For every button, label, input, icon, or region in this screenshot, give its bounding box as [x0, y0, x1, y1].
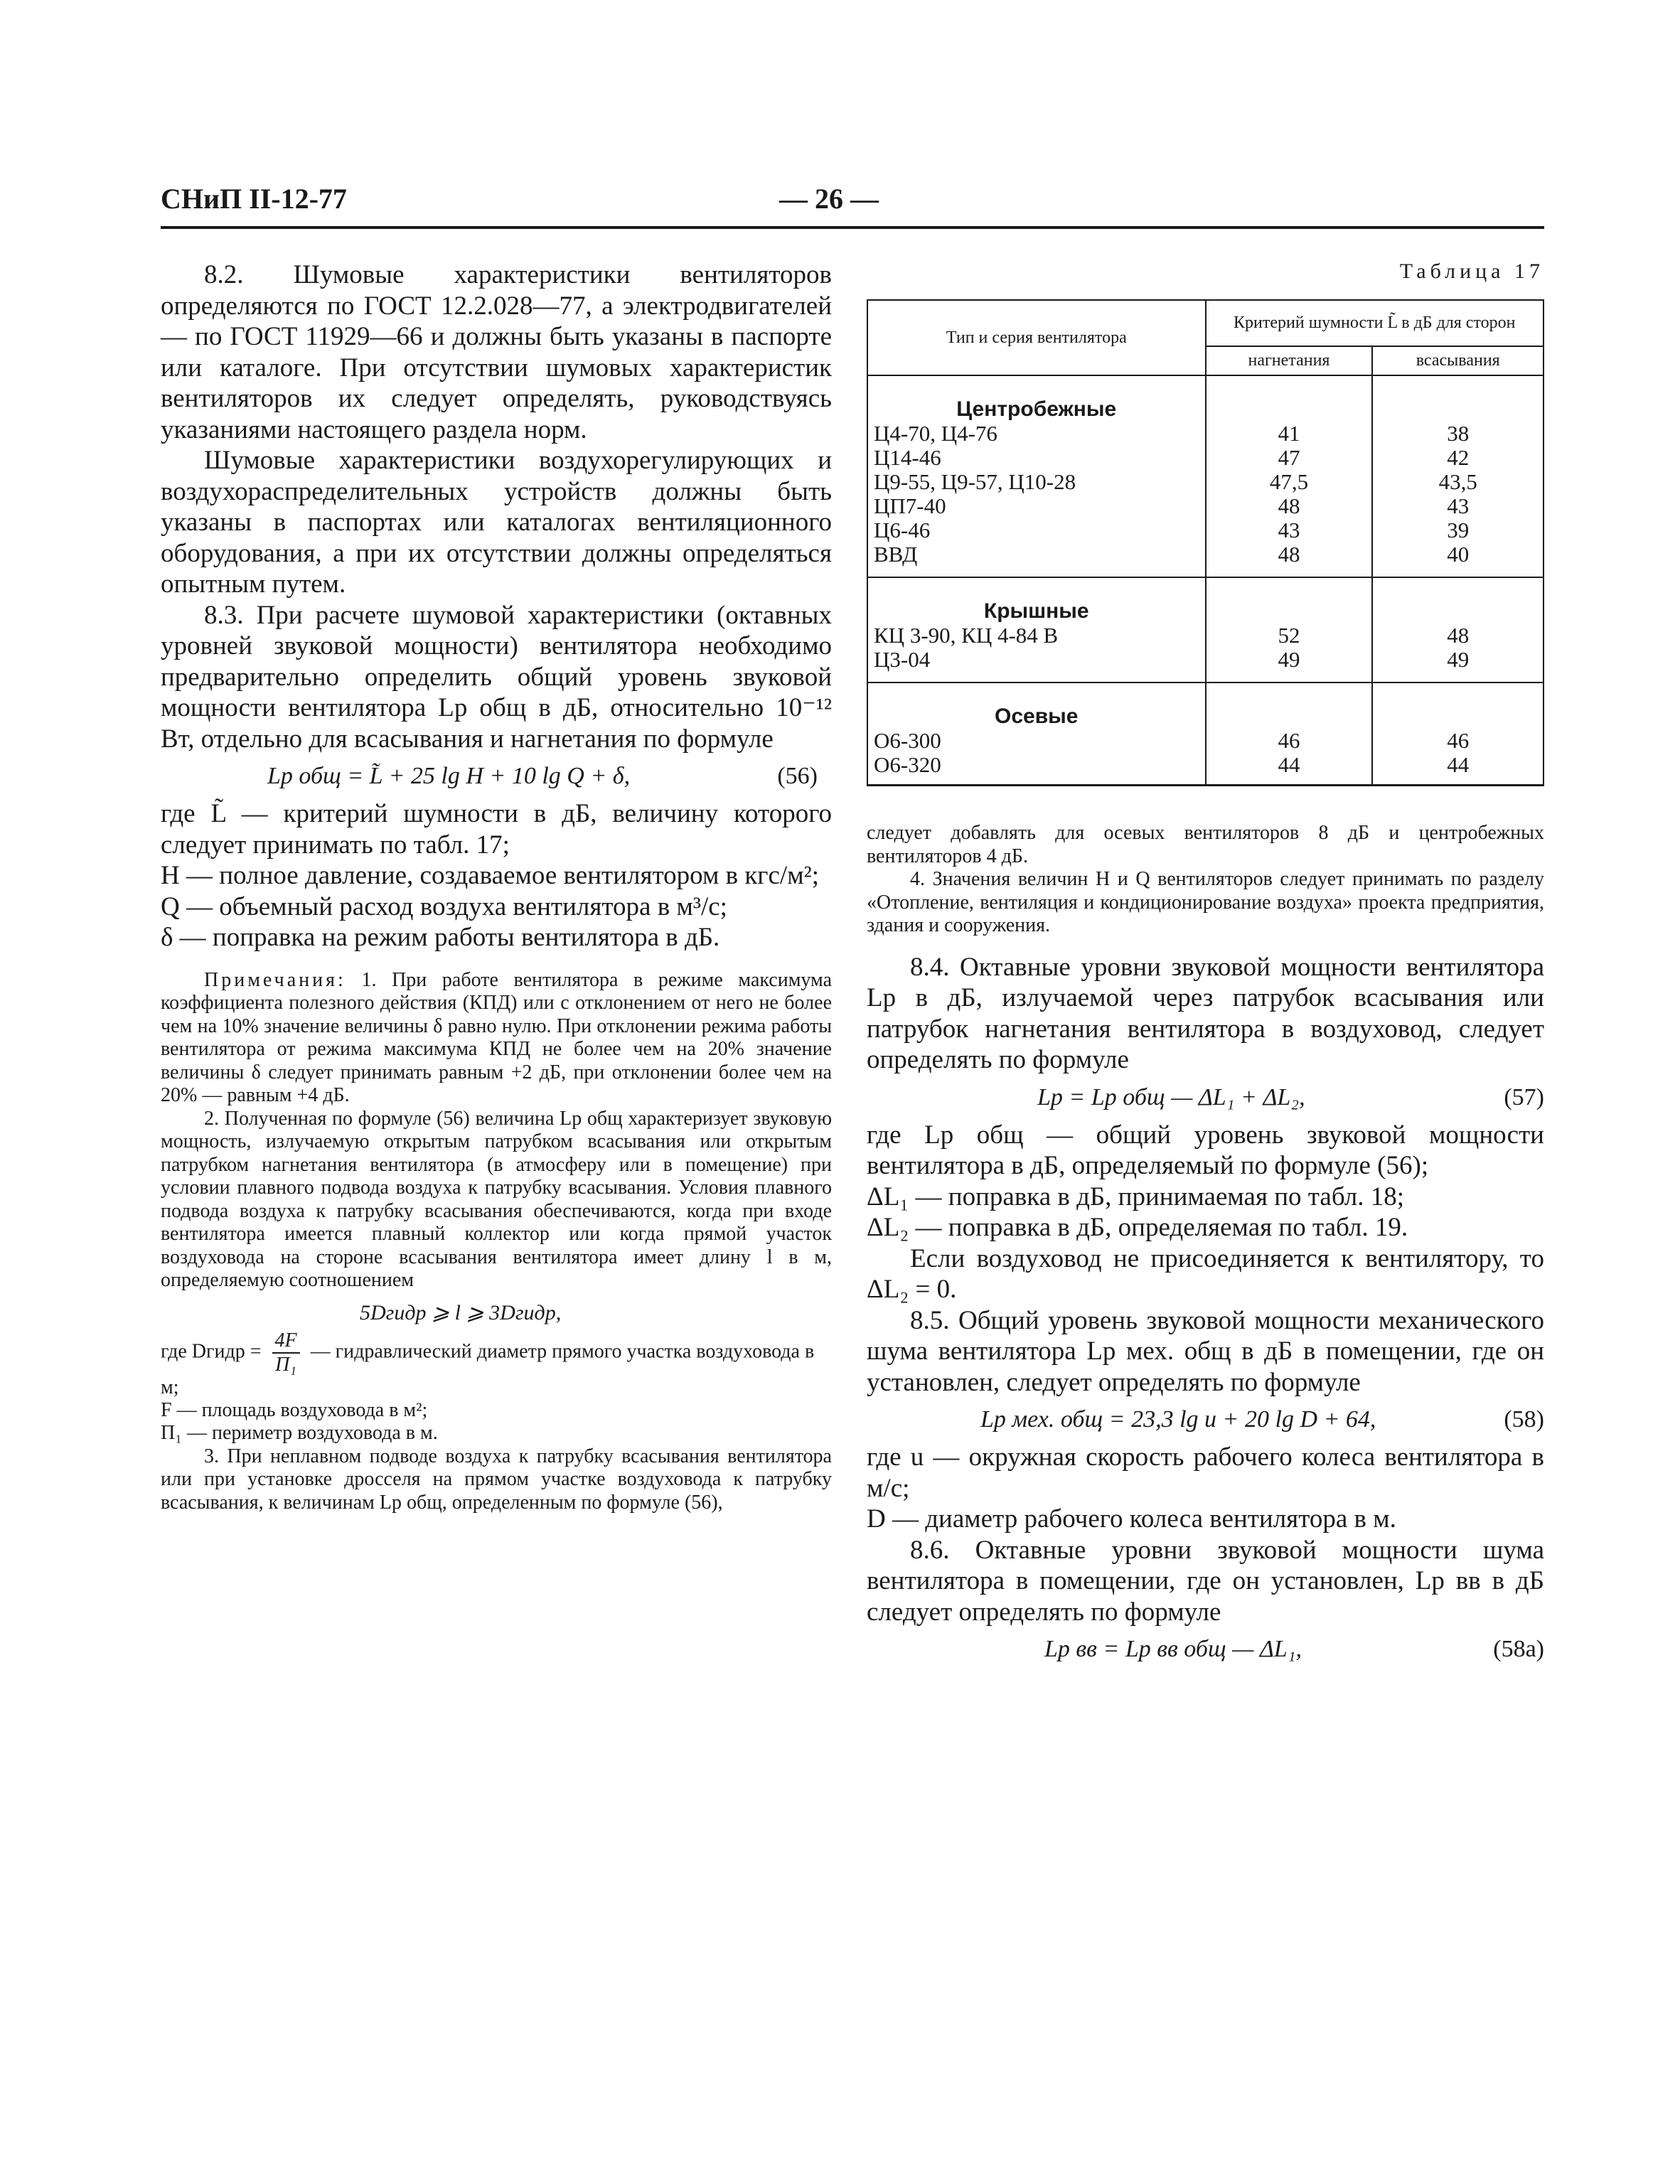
col-header-suction: всасывания	[1372, 346, 1543, 375]
table-17-caption: Таблица 17	[1399, 259, 1544, 283]
note-2-formula	[161, 1297, 832, 1329]
formula-58a-number: (58а)	[1493, 1636, 1544, 1662]
note-2-inequality: 5Dгидр ⩾ l ⩾ 3Dгидр,	[360, 1300, 562, 1324]
table-cell-suction: 46	[1372, 729, 1543, 753]
table-group-discharge-spacer	[1206, 682, 1373, 729]
formula-56-expr: Lр общ = L̃ + 25 lg H + 10 lg Q + δ,	[267, 763, 631, 789]
table-cell-type: КЦ 3-90, КЦ 4-84 В	[867, 623, 1206, 648]
table-cell-type: О6-320	[867, 753, 1206, 786]
section-8-5: 8.5. Общий уровень звуковой мощности механического шума вентилятора Lр мех. общ в дБ в помещении, где он установлен, следует определять по формуле	[867, 1305, 1544, 1397]
col-header-criterion: Критерий шумности L̃ в дБ для сторон	[1206, 300, 1544, 346]
table-cell-discharge: 44	[1206, 753, 1373, 786]
notes-title: Примечания:	[204, 968, 346, 991]
table-cell-discharge: 43	[1206, 518, 1373, 542]
table-row	[867, 753, 1543, 786]
table-cell-suction: 44	[1372, 753, 1543, 786]
table-cell-suction: 38	[1372, 422, 1543, 446]
section-8-2-para-1: 8.2. Шумовые характеристики вентиляторов определяются по ГОСТ 12.2.028—77, а электродвигателей — по ГОСТ 11929—66 и должны быть указаны в паспорте или каталоге. При отсутствии шумовых характеристик вентиляторов их следует определять, руководствуясь указаниями настоящего раздела норм.	[161, 260, 832, 444]
table-cell-type: ЦП7-40	[867, 494, 1206, 518]
table-17-body	[867, 375, 1543, 786]
table-row	[867, 729, 1543, 753]
note-1	[161, 969, 832, 1108]
formula-58-expr: Lр мех. общ = 23,3 lg u + 20 lg D + 64,	[980, 1406, 1376, 1433]
right-column	[867, 259, 1544, 1671]
dgidr-lead: где Dгидр =	[161, 1339, 262, 1362]
section-8-6: 8.6. Октавные уровни звуковой мощности шума вентилятора в помещении, где он установлен, Lр вв в дБ следует определять по формуле	[867, 1535, 1544, 1627]
section-8-3-para-1: 8.3. При расчете шумовой характеристики (октавных уровней звуковой мощности) вентилятора необходимо предварительно определить общий уровень звуковой мощности вентилятора Lр общ в дБ, относительно 10⁻¹² Вт, отдельно для всасывания и нагнетания по формуле	[161, 600, 832, 754]
hydraulic-diameter-definition	[161, 1329, 832, 1399]
table-cell-discharge: 46	[1206, 729, 1373, 753]
table-group-suction-spacer	[1372, 375, 1543, 422]
table-row	[867, 494, 1543, 518]
table-row	[867, 623, 1543, 648]
note-1-text: 1. При работе вентилятора в режиме максимума коэффициента полезного действия (КПД) или с отклонением от него не более чем на 10% значение величины δ равно нулю. При отклонении режима работы вентилятора от режима максимума КПД не более чем на 20% значение величины δ следует принимать равным +2 дБ, при отклонении более чем на 20% — равным +4 дБ.	[161, 968, 832, 1106]
formula-58-number: (58)	[1504, 1406, 1544, 1433]
table-group-discharge-spacer	[1206, 577, 1373, 623]
col-header-type: Тип и серия вентилятора	[867, 300, 1206, 375]
formula-58a	[867, 1633, 1544, 1666]
dgidr-denominator: П₁	[275, 1353, 297, 1376]
document-code: СНиП II-12-77	[161, 183, 347, 215]
formula-57-expr: Lр = Lр общ — ΔL₁ + ΔL₂,	[1037, 1083, 1305, 1110]
table-row	[867, 446, 1543, 470]
table-group-suction-spacer	[1372, 682, 1543, 729]
table-cell-type: Ц14-46	[867, 446, 1206, 470]
table-group-suction-spacer	[1372, 577, 1543, 623]
running-header	[161, 182, 1544, 225]
table-cell-discharge: 41	[1206, 422, 1373, 446]
note-4: 4. Значения величин H и Q вентиляторов следует принимать по разделу «Отопление, вентиляция и кондиционирование воздуха» проекта предприятия, здания и сооружения.	[867, 868, 1544, 936]
table-cell-discharge: 48	[1206, 494, 1373, 518]
table-cell-suction: 40	[1372, 542, 1543, 577]
table-cell-type: Ц4-70, Ц4-76	[867, 422, 1206, 446]
note-3: 3. При неплавном подводе воздуха к патрубку всасывания вентилятора или при установке дросселя на прямом участке воздуховода к патрубку всасывания, к величинам Lр общ, определенным по формуле (56),	[161, 1445, 832, 1514]
table-cell-suction: 49	[1372, 648, 1543, 682]
where-delta: δ — поправка на режим работы вентилятора в дБ.	[161, 923, 720, 952]
table-group-name: Крышные	[867, 577, 1206, 623]
formula-56	[161, 760, 832, 793]
formula-56-number: (56)	[777, 763, 818, 789]
note-3-continued: следует добавлять для осевых вентиляторов 8 дБ и центробежных вентиляторов 4 дБ.	[867, 822, 1544, 867]
table-cell-discharge: 49	[1206, 648, 1373, 682]
table-cell-type: Ц3-04	[867, 648, 1206, 682]
where-lp-total: где Lр общ — общий уровень звуковой мощности вентилятора в дБ, определяемый по формуле (56);	[867, 1120, 1544, 1180]
table-cell-suction: 43	[1372, 494, 1543, 518]
table-cell-type: Ц9-55, Ц9-57, Ц10-28	[867, 470, 1206, 494]
table-row	[867, 422, 1543, 446]
dgidr-fraction	[272, 1329, 300, 1376]
table-group-discharge-spacer	[1206, 375, 1373, 422]
table-row	[867, 518, 1543, 542]
table-cell-discharge: 52	[1206, 623, 1373, 648]
dgidr-tail: — гидравлический диаметр прямого участка воздуховода в м;	[161, 1339, 815, 1398]
table-row	[867, 470, 1543, 494]
section-8-4: 8.4. Октавные уровни звуковой мощности вентилятора Lр в дБ, излучаемой через патрубок всасывания или патрубок нагнетания вентилятора в воздуховод, следует определять по формуле	[867, 952, 1544, 1074]
table-row	[867, 542, 1543, 577]
where-h: H — полное давление, создаваемое вентилятором в кгс/м²;	[161, 861, 819, 890]
table-cell-type: Ц6-46	[867, 518, 1206, 542]
table-group-row	[867, 375, 1543, 422]
table-cell-suction: 42	[1372, 446, 1543, 470]
table-group-row	[867, 577, 1543, 623]
page-number: — 26 —	[779, 183, 879, 215]
table-cell-suction: 43,5	[1372, 470, 1543, 494]
left-column	[161, 259, 832, 1514]
note-2: 2. Полученная по формуле (56) величина Lр общ характеризует звуковую мощность, излучаемую открытым патрубком всасывания или открытым патрубком нагнетания вентилятора (в атмосферу или в помещение) при условии плавного подвода воздуха к патрубку всасывания. Условия плавного подвода воздуха к патрубку всасывания обеспечиваются, когда при входе вентилятора имеется плавный коллектор или когда прямой участок воздуховода на стороне всасывания вентилятора имеет длину l в м, определяемую соотношением	[161, 1107, 832, 1291]
section-8-4-tail: Если воздуховод не присоединяется к вентилятору, то ΔL₂ = 0.	[867, 1243, 1544, 1304]
table-cell-suction: 39	[1372, 518, 1543, 542]
where-q: Q — объемный расход воздуха вентилятора в м³/с;	[161, 892, 727, 921]
header-rule	[161, 226, 1544, 229]
note-2-perimeter: П₁ — периметр воздуховода в м.	[161, 1422, 438, 1444]
formula-58	[867, 1403, 1544, 1436]
table-group-row	[867, 682, 1543, 729]
note-2-area: F — площадь воздуховода в м²;	[161, 1398, 428, 1421]
where-delta-l1: ΔL₁ — поправка в дБ, принимаемая по табл. 18;	[867, 1182, 1404, 1211]
table-cell-discharge: 48	[1206, 542, 1373, 577]
table-cell-discharge: 47,5	[1206, 470, 1373, 494]
table-group-name: Центробежные	[867, 375, 1206, 422]
where-u: где u — окружная скорость рабочего колеса вентилятора в м/с;	[867, 1442, 1544, 1503]
dgidr-numerator: 4F	[272, 1329, 300, 1354]
formula-57	[867, 1081, 1544, 1114]
formula-58a-expr: Lр вв = Lр вв общ — ΔL₁,	[1044, 1636, 1302, 1662]
table-cell-discharge: 47	[1206, 446, 1373, 470]
table-17	[867, 299, 1544, 786]
section-8-2-para-2: Шумовые характеристики воздухорегулирующих и воздухораспределительных устройств должны быть указаны в паспортах или каталогах вентиляционного оборудования, а при их отсутствии должны определяться опытным путем.	[161, 446, 832, 599]
table-cell-suction: 48	[1372, 623, 1543, 648]
table-cell-type: О6-300	[867, 729, 1206, 753]
where-delta-l2: ΔL₂ — поправка в дБ, определяемая по табл. 19.	[867, 1213, 1408, 1242]
table-row	[867, 648, 1543, 682]
formula-57-number: (57)	[1504, 1083, 1544, 1110]
table-group-name: Осевые	[867, 682, 1206, 729]
where-l-tilde: где L̃ — критерий шумности в дБ, величину которого следует принимать по табл. 17;	[161, 799, 832, 860]
col-header-discharge: нагнетания	[1206, 346, 1373, 375]
table-cell-type: ВВД	[867, 542, 1206, 577]
where-d: D — диаметр рабочего колеса вентилятора в м.	[867, 1504, 1396, 1533]
